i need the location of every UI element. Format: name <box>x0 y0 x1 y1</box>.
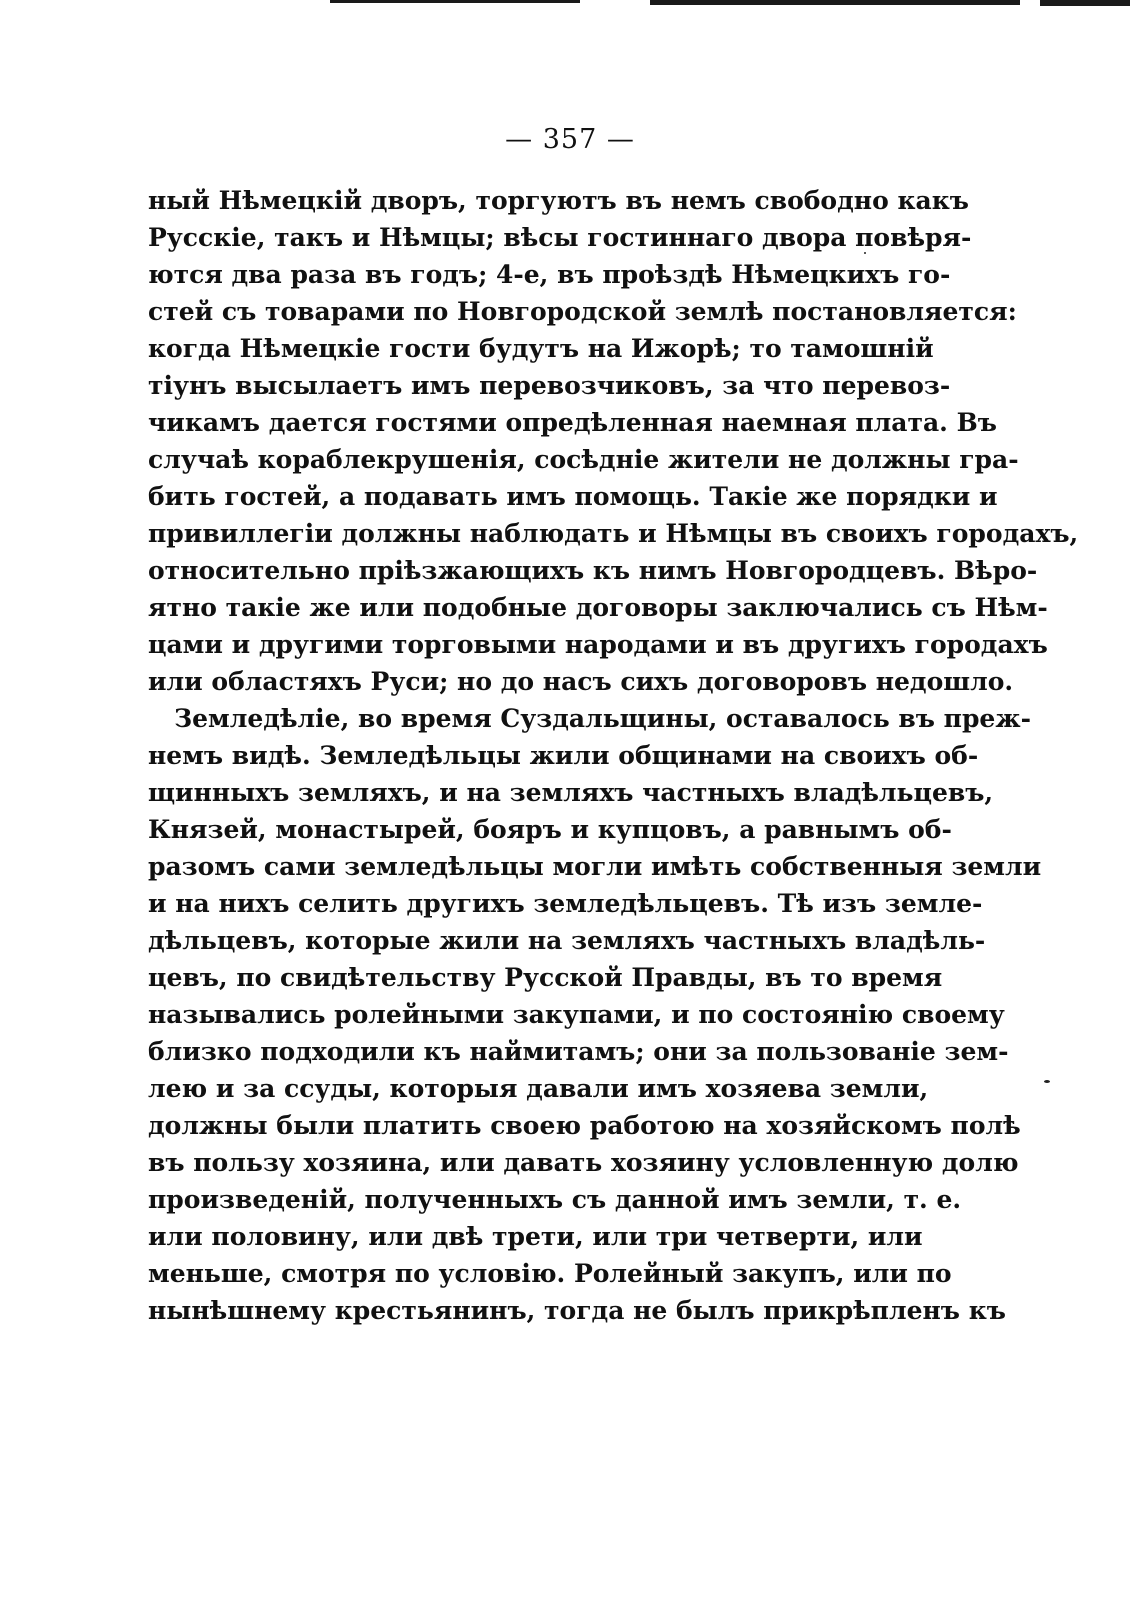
scan-speck <box>1044 1080 1050 1083</box>
text-line: Земледѣліе, во время Суздальщины, оставалось въ преж- <box>148 704 1031 733</box>
page-number: — 357 — <box>505 124 635 155</box>
text-line: Князей, монастырей, бояръ и купцовъ, а равнымъ об- <box>148 815 952 844</box>
text-line: привиллегіи должны наблюдать и Нѣмцы въ своихъ городахъ, <box>148 519 1079 548</box>
text-line: должны были платить своею работою на хозяйскомъ полѣ <box>148 1111 1021 1140</box>
text-line: дѣльцевъ, которые жили на земляхъ частныхъ владѣль- <box>148 926 986 955</box>
top-edge-rule <box>330 0 580 3</box>
text-line: назывались ролейными закупами, и по состоянію своему <box>148 1000 1005 1029</box>
text-line: ются два раза въ годъ; 4-е, въ проѣздѣ Нѣмецкихъ го- <box>148 260 951 289</box>
scan-speck <box>864 252 866 254</box>
top-edge-rule <box>650 0 1020 5</box>
body-text <box>148 182 1079 1329</box>
text-line: близко подходили къ наймитамъ; они за пользованіе зем- <box>148 1037 1009 1066</box>
text-line: ный Нѣмецкій дворъ, торгуютъ въ немъ свободно какъ <box>148 186 969 215</box>
text-line: относительно пріѣзжающихъ къ нимъ Новгородцевъ. Вѣро- <box>148 556 1038 585</box>
text-line: случаѣ кораблекрушенія, сосѣдніе жители не должны гра- <box>148 445 1019 474</box>
text-line: тіунъ высылаетъ имъ перевозчиковъ, за что перевоз- <box>148 371 951 400</box>
text-line: въ пользу хозяина, или давать хозяину условленную долю <box>148 1148 1019 1177</box>
text-line: меньше, смотря по условію. Ролейный закупъ, или по <box>148 1259 952 1288</box>
text-line: Русскіе, такъ и Нѣмцы; вѣсы гостиннаго двора повѣря- <box>148 223 972 252</box>
text-line: ятно такіе же или подобные договоры заключались съ Нѣм- <box>148 593 1048 622</box>
top-edge-rule <box>1040 0 1130 6</box>
text-line: нынѣшнему крестьянинъ, тогда не былъ прикрѣпленъ къ <box>148 1296 1006 1325</box>
text-line: немъ видѣ. Земледѣльцы жили общинами на своихъ об- <box>148 741 979 770</box>
text-line: или областяхъ Руси; но до насъ сихъ договоровъ недошло. <box>148 667 1014 696</box>
text-line: щинныхъ земляхъ, и на земляхъ частныхъ владѣльцевъ, <box>148 778 994 807</box>
text-line: стей съ товарами по Новгородской землѣ постановляется: <box>148 297 1017 326</box>
text-line: когда Нѣмецкіе гости будутъ на Ижорѣ; то тамошній <box>148 334 934 363</box>
text-line: цевъ, по свидѣтельству Русской Правды, въ то время <box>148 963 943 992</box>
text-line: цами и другими торговыми народами и въ другихъ городахъ <box>148 630 1048 659</box>
text-line: и на нихъ селить другихъ земледѣльцевъ. Тѣ изъ земле- <box>148 889 983 918</box>
text-line: произведеній, полученныхъ съ данной имъ земли, т. е. <box>148 1185 962 1214</box>
text-line: лею и за ссуды, которыя давали имъ хозяева земли, <box>148 1074 929 1103</box>
text-line: разомъ сами земледѣльцы могли имѣть собственныя земли <box>148 852 1042 881</box>
text-line: бить гостей, а подавать имъ помощь. Такіе же порядки и <box>148 482 998 511</box>
text-line: или половину, или двѣ трети, или три четверти, или <box>148 1222 923 1251</box>
text-line: чикамъ дается гостями опредѣленная наемная плата. Въ <box>148 408 997 437</box>
